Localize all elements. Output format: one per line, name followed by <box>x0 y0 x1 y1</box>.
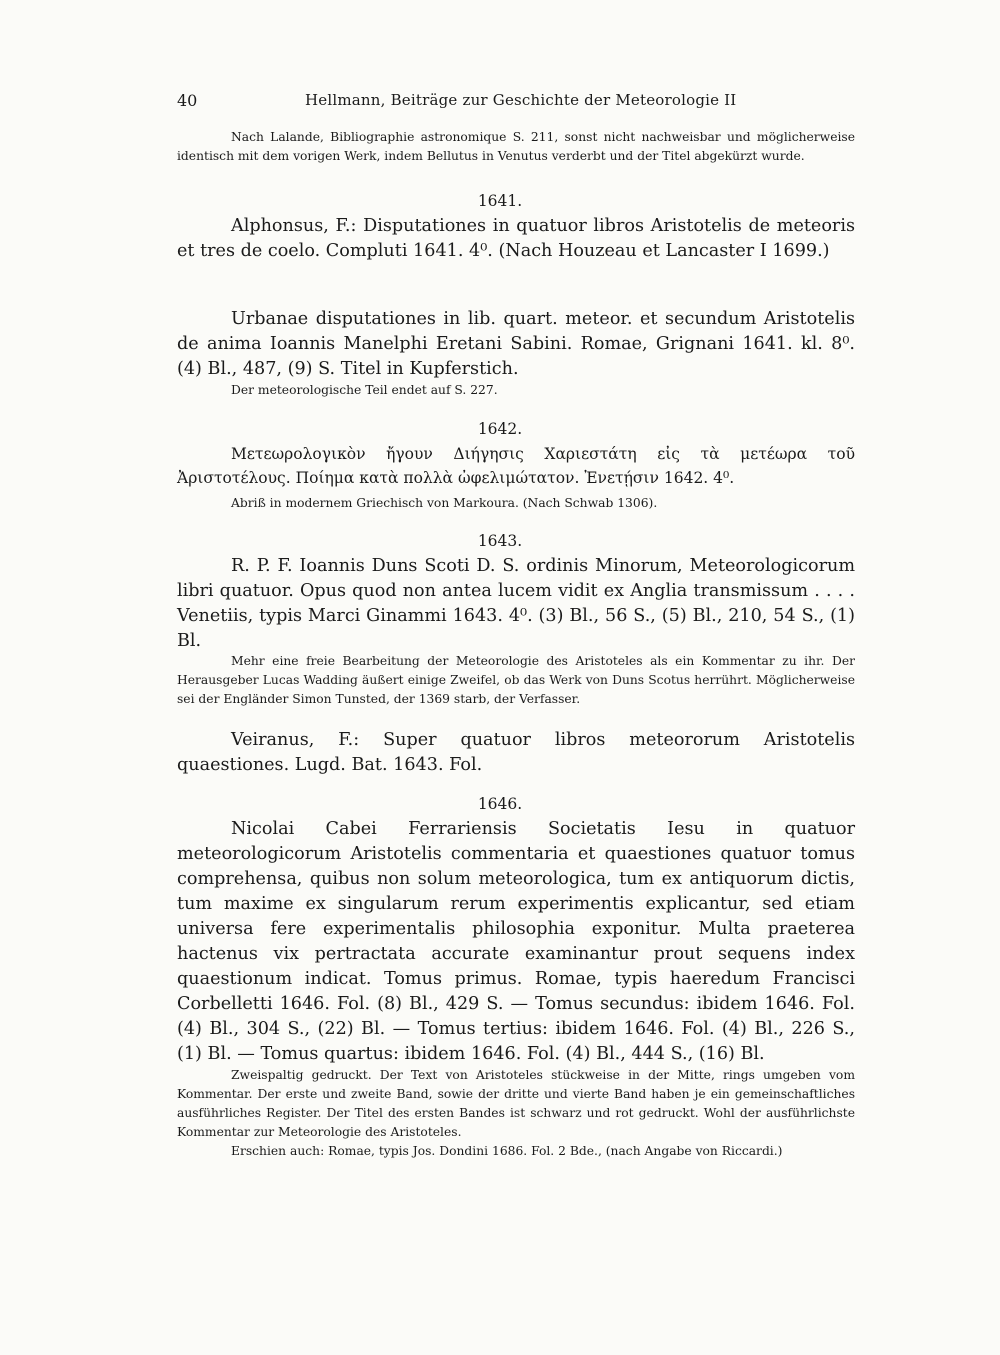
entry-urbanae: Urbanae disputationes in lib. quart. meteor. et secundum Aristotelis de anima Ioannis Manelphi Eretani Sabini. Romae, Grignani 1641. kl. 8⁰. (4) Bl., 487, (9) S. Titel in Kupferstich. <box>177 309 855 379</box>
year-heading-1646: 1646. <box>477 795 523 813</box>
running-title: Hellmann, Beiträge zur Geschichte der Meteorologie II <box>305 91 737 109</box>
page-header <box>177 91 857 115</box>
year-heading-1642: 1642. <box>477 420 523 438</box>
note-top: Nach Lalande, Bibliographie astronomique S. 211, sonst nicht nachweisbar und möglicherweise identisch mit dem vorigen Werk, indem Bellutus in Venutus verderbt und der Titel abgekürzt wurde. <box>177 130 855 163</box>
page-number: 40 <box>177 91 198 110</box>
entry-alphonsus: Alphonsus, F.: Disputationes in quatuor libros Aristotelis de meteoris et tres de coelo. Compluti 1641. 4⁰. (Nach Houzeau et Lancaster I 1699.) <box>177 216 855 261</box>
entry-duns-scoti: R. P. F. Ioannis Duns Scoti D. S. ordinis Minorum, Meteorologicorum libri quatuor. Opus quod non antea lucem vidit ex Anglia transmissum . . . . Venetiis, typis Marci Ginammi 1643. 4⁰. (3) Bl., 56 S., (5) Bl., 210, 54 S., (1) Bl. <box>177 556 855 651</box>
note-duns-scoti: Mehr eine freie Bearbeitung der Meteorologie des Aristoteles als ein Kommentar zu ihr. Der Herausgeber Lucas Wadding äußert einige Zweifel, ob das Werk von Duns Scotus herrührt. Möglicherweise sei der Engländer Simon Tunsted, der 1369 starb, der Verfasser. <box>177 654 855 706</box>
note-cabei: Zweispaltig gedruckt. Der Text von Aristoteles stückweise in der Mitte, rings umgeben vom Kommentar. Der erste und zweite Band, sowie der dritte und vierte Band haben je ein gemeinschaftliches ausführliches Register. Der Titel des ersten Bandes ist schwarz und rot gedruckt. Wohl der ausführlichste Kommentar zur Meteorologie des Aristoteles. Erschien auch: Romae, typis Jos. Dondini 1686. Fol. 2 Bde., (nach Angabe von Riccardi.) <box>177 1068 855 1158</box>
year-heading-1643: 1643. <box>477 532 523 550</box>
entry-veiranus: Veiranus, F.: Super quatuor libros meteororum Aristotelis quaestiones. Lugd. Bat. 1643. Fol. <box>177 730 855 775</box>
note-greek: Abriß in modernem Griechisch von Markoura. (Nach Schwab 1306). <box>231 496 658 510</box>
entry-greek: Μετεωρολογικὸν ἤγουν Διήγησις Χαριεστάτη εἰς τὰ μετέωρα τοῦ Ἀριστοτέλους. Ποίημα κατὰ πολλὰ ὠφελιμώτατον. Ἐνετῄσιν 1642. 4⁰. <box>177 445 855 487</box>
entry-cabei: Nicolai Cabei Ferrariensis Societatis Iesu in quatuor meteorologicorum Aristotelis commentaria et quaestiones quatuor tomus comprehensa, quibus non solum meteorologica, tum ex antiquorum dictis, tum maxime ex singularum rerum experimentis explicantur, sed etiam universa fere experimentalis philosophia exponitur. Multa praeterea hactenus vix pertractata accurate examinantur prout sequens index quaestionum indicat. Tomus primus. Romae, typis haeredum Francisci Corbelletti 1646. Fol. (8) Bl., 429 S. — Tomus secundus: ibidem 1646. Fol. (4) Bl., 304 S., (22) Bl. — Tomus tertius: ibidem 1646. Fol. (4) Bl., 226 S., (1) Bl. — Tomus quartus: ibidem 1646. Fol. (4) Bl., 444 S., (16) Bl. <box>177 819 855 1064</box>
note-urbanae: Der meteorologische Teil endet auf S. 227. <box>231 383 498 397</box>
year-heading-1641: 1641. <box>477 192 523 210</box>
